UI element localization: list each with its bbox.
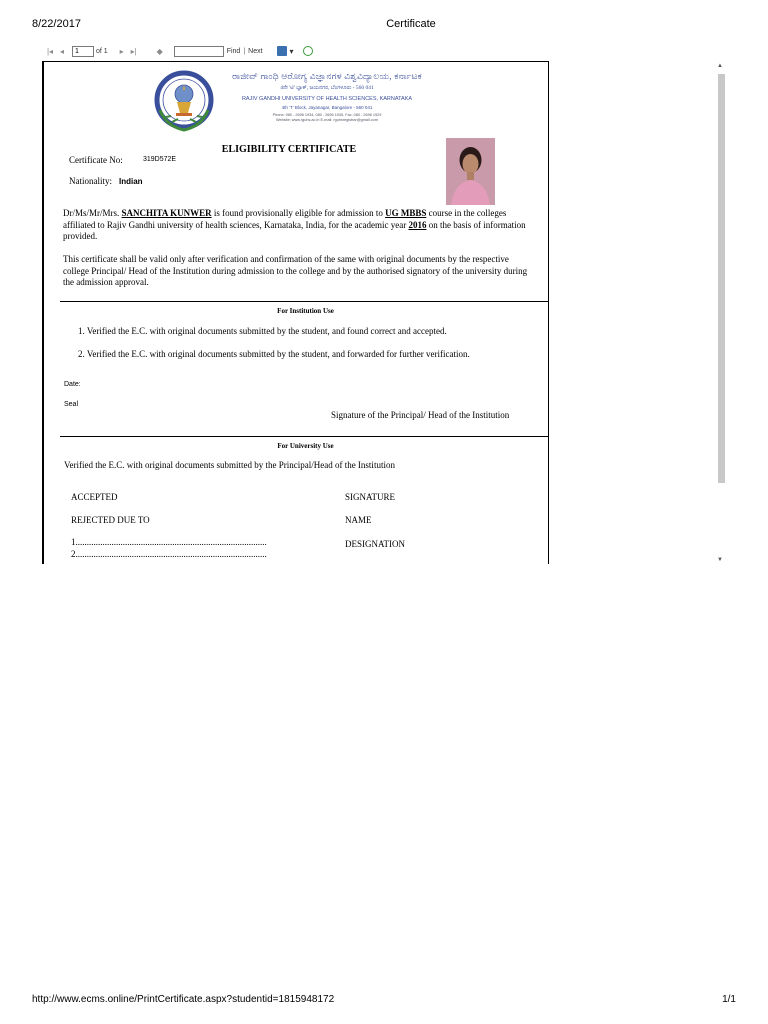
designation-label: DESIGNATION — [345, 539, 405, 549]
university-use-heading: For University Use — [277, 442, 334, 450]
institution-use-heading: For Institution Use — [277, 307, 334, 315]
course-name: UG MBBS — [385, 208, 427, 218]
export-icon[interactable] — [277, 46, 287, 56]
find-next-link[interactable]: Next — [248, 47, 263, 55]
university-seal-logo — [152, 70, 216, 134]
certificate-page — [42, 61, 549, 564]
print-date: 8/22/2017 — [32, 18, 81, 30]
find-input[interactable] — [174, 46, 224, 57]
letterhead-kannada-address: 4ನೇ 'ಟಿ' ಬ್ಲಾಕ್, ಜಯನಗರ, ಬೆಂಗಳೂರು - 560 041 — [280, 85, 374, 91]
first-page-icon[interactable]: |◂ — [46, 46, 54, 56]
date-label: Date: — [64, 381, 81, 388]
title-prefix: Dr/Ms/Mr/Mrs. — [63, 208, 120, 218]
print-page-number: 1/1 — [722, 994, 736, 1005]
page-count-label: of 1 — [96, 47, 108, 55]
rejection-reason-2: 2..................................................................................... — [71, 549, 267, 559]
university-verification-statement: Verified the E.C. with original documents submitted by the Principal/Head of the Institution — [64, 460, 395, 470]
institution-item-2: 2. Verified the E.C. with original documents submitted by the student, and forwarded for further verification. — [78, 349, 470, 359]
letterhead-website: Website: www.rguhs.ac.in E-mail: rguhsregistrar@gmail.com — [276, 118, 378, 122]
scroll-up-icon[interactable]: ▲ — [717, 63, 723, 69]
statement-part-1: is found provisionally eligible for admission to — [213, 208, 383, 218]
principal-signature-label: Signature of the Principal/ Head of the Institution — [331, 410, 510, 420]
nationality-value: Indian — [119, 177, 143, 186]
rejected-label: REJECTED DUE TO — [71, 515, 150, 525]
letterhead — [224, 71, 430, 122]
eligibility-statement — [63, 208, 535, 243]
letterhead-english-name: RAJIV GANDHI UNIVERSITY OF HEALTH SCIENCES, KARNATAKA — [241, 96, 413, 102]
last-page-icon[interactable]: ▸| — [130, 46, 137, 56]
print-url: http://www.ecms.online/PrintCertificate.aspx?studentid=1815948172 — [32, 994, 335, 1005]
page-number-input[interactable] — [72, 46, 94, 57]
scroll-down-icon[interactable]: ▼ — [717, 557, 723, 563]
nationality-label: Nationality: — [69, 176, 112, 186]
report-viewer — [42, 61, 728, 564]
export-dropdown-icon[interactable]: ▾ — [289, 46, 294, 56]
next-page-icon[interactable]: ▸ — [119, 46, 124, 56]
academic-year: 2016 — [408, 219, 427, 230]
candidate-name: SANCHITA KUNWER — [121, 208, 212, 218]
certificate-number-value: 319D572E — [143, 156, 177, 163]
statement-part-2: course in the colleges affiliated to Rajiv Gandhi university of health sciences, Karnataka, India, for the academic year — [63, 208, 507, 230]
scroll-thumb[interactable] — [718, 74, 725, 483]
print-title: Certificate — [386, 18, 436, 30]
institution-item-1: 1. Verified the E.C. with original documents submitted by the student, and found correct and accepted. — [78, 326, 447, 336]
accepted-label: ACCEPTED — [71, 492, 118, 502]
letterhead-kannada-name: ರಾಜೀವ್ ಗಾಂಧಿ ಆರೋಗ್ಯ ವಿಜ್ಞಾನಗಳ ವಿಶ್ವವಿದ್ಯಾಲಯ, ಕರ್ನಾಟಕ — [232, 71, 422, 81]
statement-part-3: on the basis of information provided. — [63, 219, 526, 242]
rejection-reason-1: 1..................................................................................... — [71, 537, 267, 547]
seal-label: Seal — [64, 401, 79, 408]
validity-statement: This certificate shall be valid only after verification and confirmation of the same with original documents by the respective college Principal/ Head of the Institution during admission to the college and by the authorised signatory of the university during the admission approval. — [63, 254, 528, 288]
name-label: NAME — [345, 515, 372, 525]
toolbar-separator: | — [243, 47, 246, 55]
find-link[interactable]: Find — [226, 47, 241, 55]
candidate-photo — [446, 138, 495, 205]
letterhead-phone: Phone: 080 - 2696 1934, 080 - 2696 1935, Fax: 080 - 2696 1929 — [272, 113, 382, 117]
refresh-icon[interactable] — [303, 46, 313, 56]
section-divider — [60, 436, 549, 437]
certificate-title: ELIGIBILITY CERTIFICATE — [221, 144, 357, 155]
report-toolbar — [44, 43, 313, 59]
certificate-number-label: Certificate No: — [69, 155, 123, 165]
signature-label: SIGNATURE — [345, 492, 396, 502]
letterhead-english-address: 4th 'T' Block, Jayanagar, Bangalore - 560 041 — [281, 105, 373, 110]
section-divider — [60, 301, 549, 302]
vertical-scrollbar[interactable] — [716, 63, 726, 563]
previous-page-icon[interactable]: ◂ — [59, 46, 64, 56]
back-icon[interactable]: ◆ — [156, 46, 163, 56]
